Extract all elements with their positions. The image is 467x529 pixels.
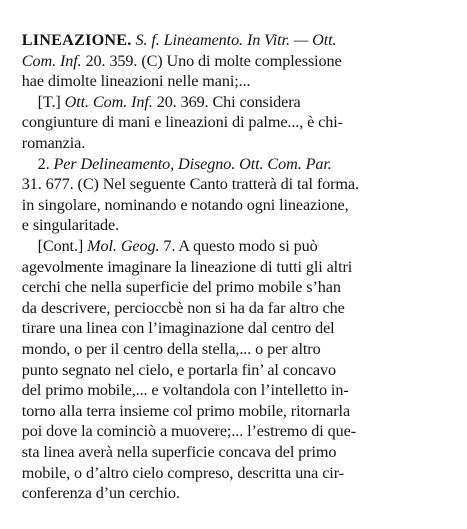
text-run: [T.] bbox=[21, 92, 65, 111]
text-run: 31. 677. (C) Nel seguente Canto tratterà di tal forma. bbox=[21, 175, 359, 194]
text-run: cerchi che nella superficie del primo mobile s’han bbox=[21, 278, 341, 297]
text-run: 20. 359. (C) Uno di molte complessione bbox=[81, 51, 342, 70]
text-run: agevolmente imaginare la lineazione di tutti gli altri bbox=[21, 257, 353, 276]
text-run: hae dimolte lineazioni nelle mani;... bbox=[21, 72, 251, 91]
text-run: e singularitade. bbox=[21, 216, 120, 235]
text-run: romanzia. bbox=[21, 134, 86, 152]
text-run: torno alla terra insieme col primo mobile, ritornarla bbox=[21, 401, 351, 420]
text-run: 2. bbox=[21, 154, 54, 173]
text-run: punto segnato nel cielo, e portarla fin’ al concavo bbox=[21, 360, 336, 379]
text-run: Com. Inf. bbox=[21, 51, 82, 70]
text-run: tirare una linea con l’imaginazione dal centro del bbox=[21, 319, 335, 338]
text-run: in singolare, nominando e notando ogni lineazione, bbox=[21, 195, 349, 214]
text-run: 7. A questo modo si può bbox=[159, 237, 318, 255]
text-run: Per Delineamento, Disegno. Ott. Com. Par. bbox=[53, 154, 332, 173]
text-run: [Cont.] bbox=[21, 237, 88, 255]
text-run: Mol. Geog. bbox=[87, 237, 160, 255]
text-run: del primo mobile,... e voltandola con l’intelletto in- bbox=[21, 381, 349, 400]
text-run: conferenza d’un cerchio. bbox=[21, 484, 180, 503]
text-run: sta linea averà nella superficie concava del primo bbox=[21, 443, 337, 461]
text-run: congiunture di mani e lineazioni di palme..., è chi- bbox=[21, 113, 343, 132]
text-run: mobile, o d’altro cielo compreso, descritta una cir- bbox=[21, 463, 344, 482]
text-run: da descrivere, percioccbè non si ha da far altro che bbox=[21, 298, 345, 317]
text-run: 20. 369. Chi considera bbox=[152, 92, 301, 111]
text-run: S. f. Lineamento. In Vitr. — Ott. bbox=[131, 31, 337, 49]
text-run: mondo, o per il centro della stella,... o per altro bbox=[21, 340, 321, 358]
text-line bbox=[6, 457, 180, 503]
text-run: LINEAZIONE. bbox=[21, 31, 132, 49]
text-run: poi dove la cominciò a muovere;... l’estremo di que- bbox=[21, 422, 356, 441]
text-run: Ott. Com. Inf. bbox=[64, 92, 153, 111]
